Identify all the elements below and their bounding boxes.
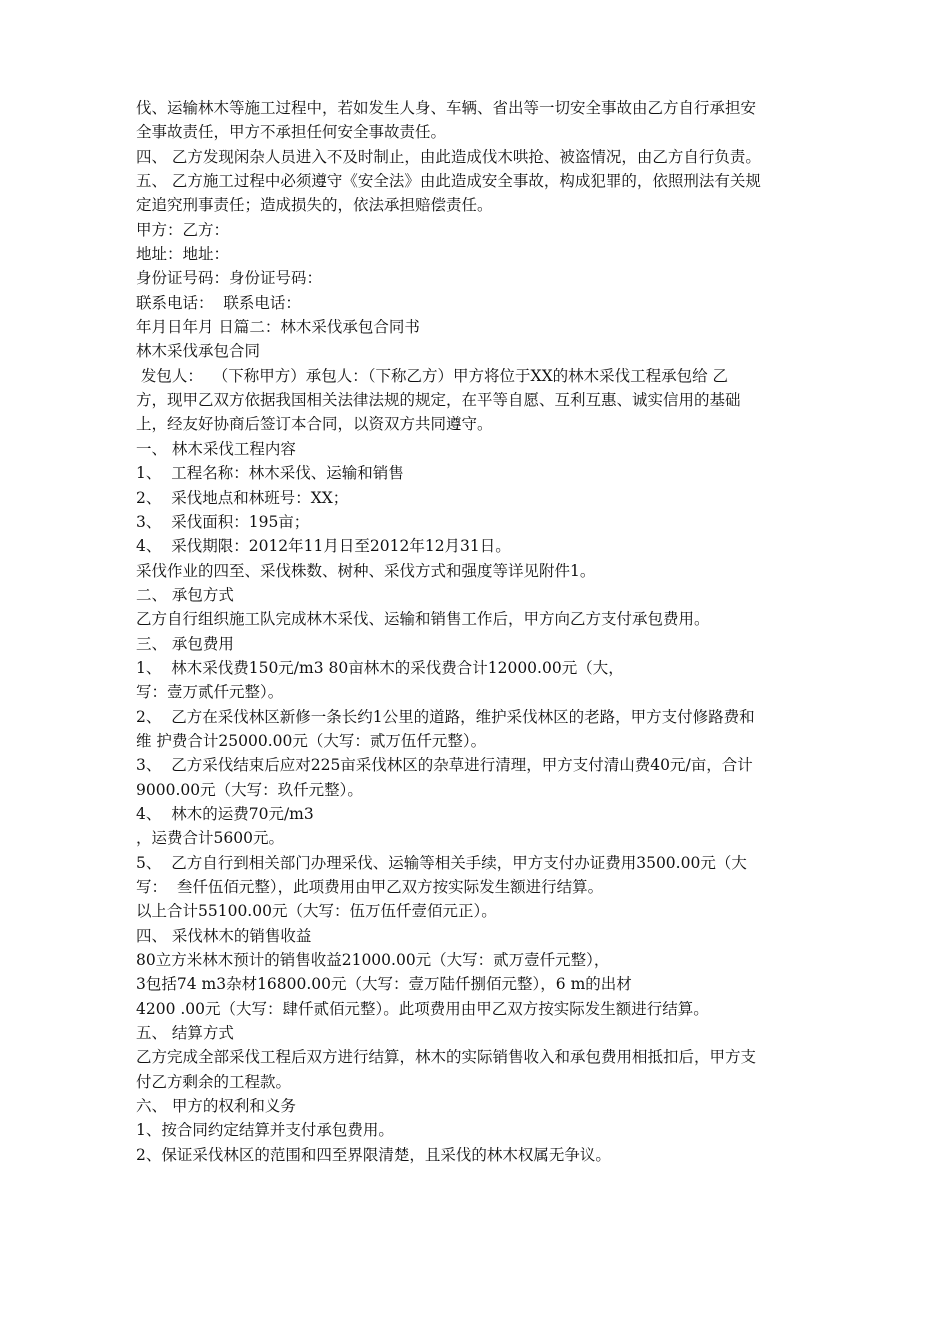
text-line: 四、 乙方发现闲杂人员进入不及时制止，由此造成伐木哄抢、被盗情况，由乙方自行负责。 — [136, 147, 761, 166]
text-line: 4200 .00元（大写：肆仟贰佰元整）。此项费用由甲乙双方按实际发生额进行结算。 — [136, 999, 709, 1018]
text-line: ，运费合计5600元。 — [136, 829, 284, 848]
text-line: 五、 乙方施工过程中必须遵守《安全法》由此造成安全事故，构成犯罪的，依照刑法有关规 — [136, 172, 761, 191]
text-line: 上，经友好协商后签订本合同，以资双方共同遵守。 — [136, 415, 493, 434]
text-line: 1、 林木采伐费150元/m3 80亩林木的采伐费合计12000.00元（大， — [136, 658, 624, 677]
text-line: 3、 采伐面积：195亩； — [136, 512, 310, 531]
text-line: 甲方：乙方： — [136, 220, 230, 239]
text-line: 5、 乙方自行到相关部门办理采伐、运输等相关手续，甲方支付办证费用3500.00元（大 — [136, 853, 747, 872]
text-line: 3包括74 m3杂材16800.00元（大写：壹万陆仟捌佰元整），6 m的出材 — [136, 975, 632, 994]
text-line: 定追究刑事责任；造成损失的，依法承担赔偿责任。 — [136, 196, 493, 215]
text-line: 4、 林木的运费70元/m3 — [136, 804, 314, 823]
text-line: 三、 承包费用 — [136, 634, 234, 653]
text-line: 以上合计55100.00元（大写：伍万伍仟壹佰元正）。 — [136, 902, 497, 921]
text-line: 发包人： （下称甲方）承包人：（下称乙方）甲方将位于XX的林木采伐工程承包给 乙 — [136, 366, 729, 385]
text-line: 方，现甲乙双方依据我国相关法律法规的规定，在平等自愿、互利互惠、诚实信用的基础 — [136, 391, 741, 410]
text-line: 伐、运输林木等施工过程中，若如发生人身、车辆、省出等一切安全事故由乙方自行承担安 — [136, 99, 757, 117]
text-line: 80立方米林木预计的销售收益21000.00元（大写：贰万壹仟元整）， — [136, 951, 610, 970]
text-line: 二、 承包方式 — [136, 585, 234, 604]
text-line: 一、 林木采伐工程内容 — [136, 439, 296, 458]
text-line: 林木采伐承包合同 — [136, 342, 261, 361]
text-line: 1、 工程名称：林木采伐、运输和销售 — [136, 464, 404, 483]
text-line: 2、保证采伐林区的范围和四至界限清楚，且采伐的林木权属无争议。 — [136, 1145, 611, 1164]
text-line: 五、 结算方式 — [136, 1024, 234, 1043]
text-line: 2、 采伐地点和林班号：XX； — [136, 488, 349, 507]
text-line: 四、 采伐林木的销售收益 — [136, 926, 312, 945]
text-line: 3、 乙方采伐结束后应对225亩采伐林区的杂草进行清理，甲方支付清山费40元/亩，合计 — [136, 756, 753, 775]
text-line: 乙方完成全部采伐工程后双方进行结算，林木的实际销售收入和承包费用相抵扣后，甲方支 — [136, 1048, 757, 1067]
text-line: 9000.00元（大写：玖仟元整）。 — [136, 780, 363, 799]
text-line: 付乙方剩余的工程款。 — [136, 1072, 292, 1091]
text-line: 写： 叁仟伍佰元整），此项费用由甲乙双方按实际发生额进行结算。 — [136, 878, 604, 896]
text-line: 4、 采伐期限：2012年11月日至2012年12月31日。 — [136, 537, 511, 556]
document-body — [136, 96, 826, 1167]
text-line: 乙方自行组织施工队完成林木采伐、运输和销售工作后，甲方向乙方支付承包费用。 — [136, 610, 710, 629]
text-line: 1、按合同约定结算并支付承包费用。 — [136, 1121, 394, 1140]
text-line: 年月日年月 日篇二：林木采伐承包合同书 — [136, 318, 420, 337]
text-line: 写：壹万贰仟元整）。 — [136, 683, 284, 702]
text-line: 2、 乙方在采伐林区新修一条长约1公里的道路，维护采伐林区的老路，甲方支付修路费和 — [136, 707, 755, 726]
text-line: 维 护费合计25000.00元（大写：贰万伍仟元整）。 — [136, 731, 487, 750]
text-line: 全事故责任，甲方不承担任何安全事故责任。 — [136, 123, 447, 142]
text-line: 身份证号码：身份证号码： — [136, 269, 323, 288]
text-line: 六、 甲方的权利和义务 — [136, 1097, 296, 1116]
text-line: 联系电话： 联系电话： — [136, 293, 301, 312]
text-line: 地址：地址： — [136, 245, 230, 264]
text-line: 采伐作业的四至、采伐株数、树种、采伐方式和强度等详见附件1。 — [136, 561, 596, 580]
